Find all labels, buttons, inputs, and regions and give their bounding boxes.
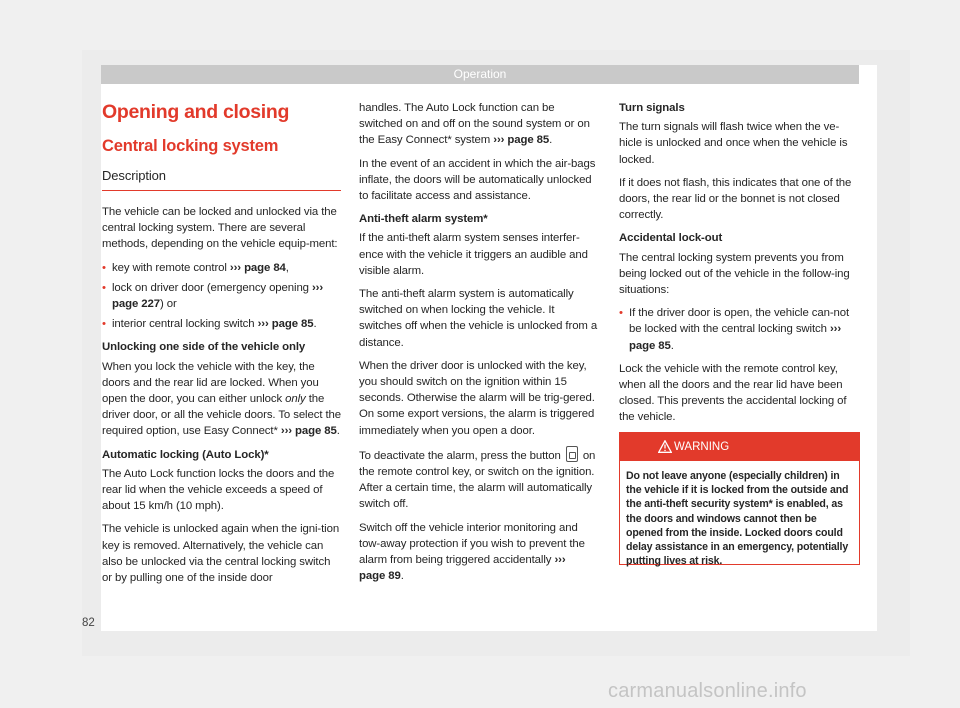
alarm-paragraph-2: The anti-theft alarm system is automatically switched on when locking the vehicle. It switches off when the vehicle is unlocked from a distance. [359,288,598,349]
page-number: 82 [82,617,95,629]
ref-arrow-icon: ››› [493,134,505,147]
switchoff-paragraph: Switch off the vehicle interior monitoring and tow-away protection if you wish to prevent the alarm from being triggered accidentally ››› page 89. [359,521,585,583]
bullet-icon: • [102,318,106,331]
list-item: • key with remote control ››› page 84, [102,260,342,276]
ref-arrow-icon: ››› [257,318,269,331]
intro-paragraph: The vehicle can be locked and unlocked via the central locking system. There are several methods, depending on the vehicle equip-ment: [102,206,338,251]
page-link[interactable]: page 227 [112,298,160,311]
ref-arrow-icon: ››› [229,261,241,274]
lockout-list [619,305,859,354]
column-1 [102,100,342,593]
warning-header [620,433,859,461]
alarm-paragraph-3: When the driver door is unlocked with the key, you should switch on the ignition within 15 seconds. Otherwise the alarm will be trig-gered. On some export versions, the alarm is triggered immediately when you open a door. [359,359,595,437]
auto-lock-cont-paragraph: handles. The Auto Lock function can be switched on and off on the sound system or on the Easy Connect* system ››› page 85. [359,102,590,147]
watermark: carmanualsonline.info [608,680,807,702]
auto-unlock-paragraph: The vehicle is unlocked again when the igni-tion key is removed. Alternatively, the vehicle can also be unlocked via the central locking switch or by pulling one of the inside door [102,523,340,585]
list-item: • interior central locking switch ››› page 85. [102,316,342,332]
page-link[interactable]: page 84 [244,261,286,274]
auto-lock-heading: Automatic locking (Auto Lock)* [102,448,269,461]
bullet-icon: • [619,307,623,320]
warning-box [619,432,860,568]
auto-lock-paragraph: The Auto Lock function locks the doors and the rear lid when the vehicle exceeds a speed of about 15 km/h (10 mph). [102,467,335,513]
ref-arrow-icon: ››› [311,281,324,294]
column-2 [359,100,599,591]
turn-signals-paragraph-2: If it does not flash, this indicates that one of the doors, the rear lid or the bonnet is not closed correctly. [619,176,852,222]
page-link[interactable]: page 85 [295,425,337,438]
alarm-paragraph-1: If the anti-theft alarm system senses interfer-ence with the vehicle it triggers an audible and visible alarm. [359,232,588,277]
page-link[interactable]: page 89 [359,570,401,583]
lockout-paragraph-2: Lock the vehicle with the remote control key, when all the doors and the rear lid have been closed. This prevents the accidental locking of the vehicle. [619,362,847,424]
list-item: • lock on driver door (emergency opening ››› page 227) or [102,281,324,311]
turn-signals-heading: Turn signals [619,102,685,114]
alarm-heading: Anti-theft alarm system* [359,213,488,226]
ref-arrow-icon: ››› [829,323,842,336]
accident-paragraph: In the event of an accident in which the air-bags inflate, the doors will be automatically unlocked to facilitate access and assistance. [359,157,596,203]
section-header: Operation [101,65,859,84]
section-rule [102,190,341,191]
warning-label: WARNING [674,441,730,453]
warning-icon [658,440,672,453]
lockout-heading: Accidental lock-out [619,232,723,245]
list-item: • If the driver door is open, the vehicle can-not be locked with the central locking switch ››› page 85. [619,307,850,352]
unlock-heading: Unlocking one side of the vehicle only [102,341,306,354]
page-link[interactable]: page 85 [629,339,671,352]
subsection-label: Description [102,168,166,183]
ref-arrow-icon: ››› [280,425,292,438]
column-3 [619,100,859,433]
turn-signals-paragraph-1: The turn signals will flash twice when the ve-hicle is unlocked and once when the vehicle is locked. [619,121,848,166]
unlock-paragraph: When you lock the vehicle with the key, the doors and the rear lid are locked. When you open the door, you can either unlock only the driver door, or all the vehicle doors. To select the required option, use Easy Connect* ››› page 85. [102,360,341,438]
page-link[interactable]: page 85 [507,134,550,147]
bullet-icon: • [102,261,106,274]
ref-arrow-icon: ››› [554,554,566,567]
warning-text: Do not leave anyone (especially children) in the vehicle if it is locked from the outside and the anti-theft security system* is enabled, as the doors and windows cannot then be opened from the inside. Locked doors could delay assistance in an emergency, potentially putting lives at risk. [626,470,849,568]
lockout-paragraph: The central locking system prevents you from being locked out of the vehicle in the follow-ing situations: [619,251,850,297]
section-title: Central locking system [102,137,279,155]
page-title: Opening and closing [102,101,290,123]
deactivate-paragraph: To deactivate the alarm, press the button on the remote control key, or switch on the ignition. After a certain time, the alarm will automatically switch off. [359,446,599,513]
page-link[interactable]: page 85 [271,318,314,331]
bullet-icon: • [102,281,106,294]
unlock-key-icon [566,446,578,462]
method-list [102,260,342,333]
